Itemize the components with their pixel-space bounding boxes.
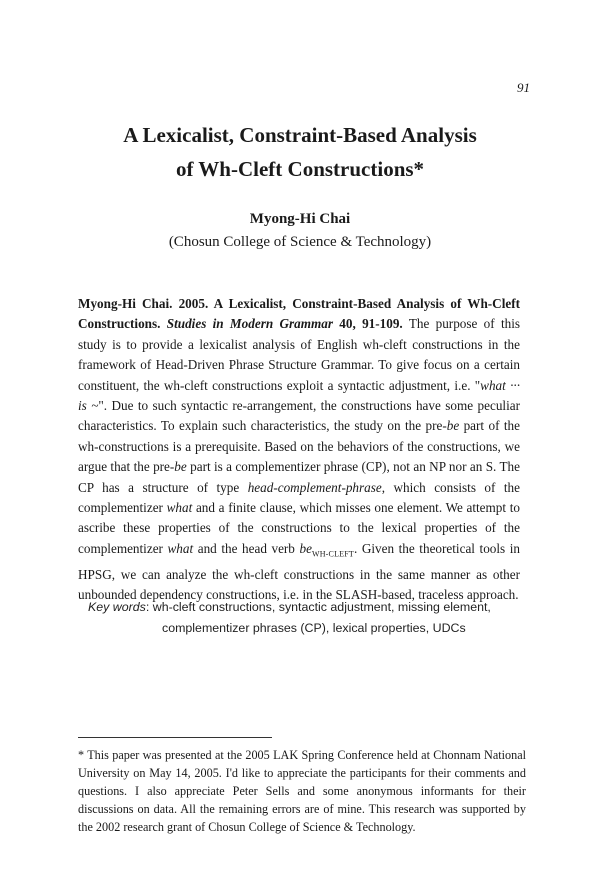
keywords xyxy=(88,597,528,638)
term-what: what xyxy=(167,540,194,556)
wh-cleft-subscript: WH-CLEFT xyxy=(311,549,354,559)
abstract-text: . Given the theoretical tools in HPSG, we can analyze the wh-cleft constructions in the same manner as other unbounded dependency constructions, i.e. in the SLASH-based, traceless approach. xyxy=(78,540,520,603)
abstract-text: , which consists of the complementizer xyxy=(78,479,520,516)
volume-pages: 40, 91-109. xyxy=(339,316,403,332)
page-number: 91 xyxy=(517,80,530,95)
footnote: * This paper was presented at the 2005 LAK Spring Conference held at Chonnam National University on May 14, 2005. I'd like to appreciate the participants for their comments and questions. I also appreciate Peter Sells and some anonymous informants for their discussions on data. All the remaining errors are of mine. This research was supported by the 2002 research grant of Chosun College of Science & Technology. xyxy=(78,748,526,834)
type-name: head-complement-phrase xyxy=(247,479,382,495)
abstract-text: and a finite clause, which misses one element. We attempt to ascribe these properties of the constructions to the lexical properties of the complementizer xyxy=(78,500,520,556)
journal-name: Studies in Modern Grammar xyxy=(166,316,333,332)
abstract-text: part of the wh-constructions is a prerequisite. Based on the behaviors of the constructions, we argue that the pre- xyxy=(78,418,520,475)
term-be: be xyxy=(174,459,187,475)
what-is-pattern: what ··· is ~ xyxy=(78,377,521,414)
abstract xyxy=(78,294,520,606)
author-affiliation: (Chosun College of Science & Technology) xyxy=(168,234,432,250)
abstract-text: part is a complementizer phrase (CP), not an NP nor an S. The CP has a structure of type xyxy=(78,459,520,495)
term-what: what xyxy=(166,500,193,516)
abstract-text: and the head verb xyxy=(193,540,300,556)
keywords-line-2: complementizer phrases (CP), lexical properties, UDCs xyxy=(162,620,466,635)
abstract-citation: Myong-Hi Chai. 2005. A Lexicalist, Constraint-Based Analysis of Wh-Cleft Constructions. xyxy=(78,296,520,332)
term-be: be xyxy=(299,540,312,556)
paper-title-line-1: A Lexicalist, Constraint-Based Analysis xyxy=(123,123,477,147)
author-name: Myong-Hi Chai xyxy=(249,211,351,227)
keywords-label: Key words xyxy=(88,600,146,614)
paper-title-line-2: of Wh-Cleft Constructions* xyxy=(175,157,425,181)
keywords-line-1: : wh-cleft constructions, syntactic adjustment, missing element, xyxy=(145,600,491,614)
abstract-text: The purpose of this study is to provide a lexicalist analysis of English wh-cleft constructions in the framework of Head-Driven Phrase Structure Grammar. To give focus on a certain constituent, the wh-cleft constructions exploit a syntactic adjustment, i.e. " xyxy=(78,316,521,393)
term-be: be xyxy=(446,418,460,434)
footnote-divider xyxy=(78,737,272,738)
abstract-text: ". Due to such syntactic re-arrangement, the constructions have some peculiar characteristics. To explain such characteristics, the study on the pre- xyxy=(78,398,520,434)
